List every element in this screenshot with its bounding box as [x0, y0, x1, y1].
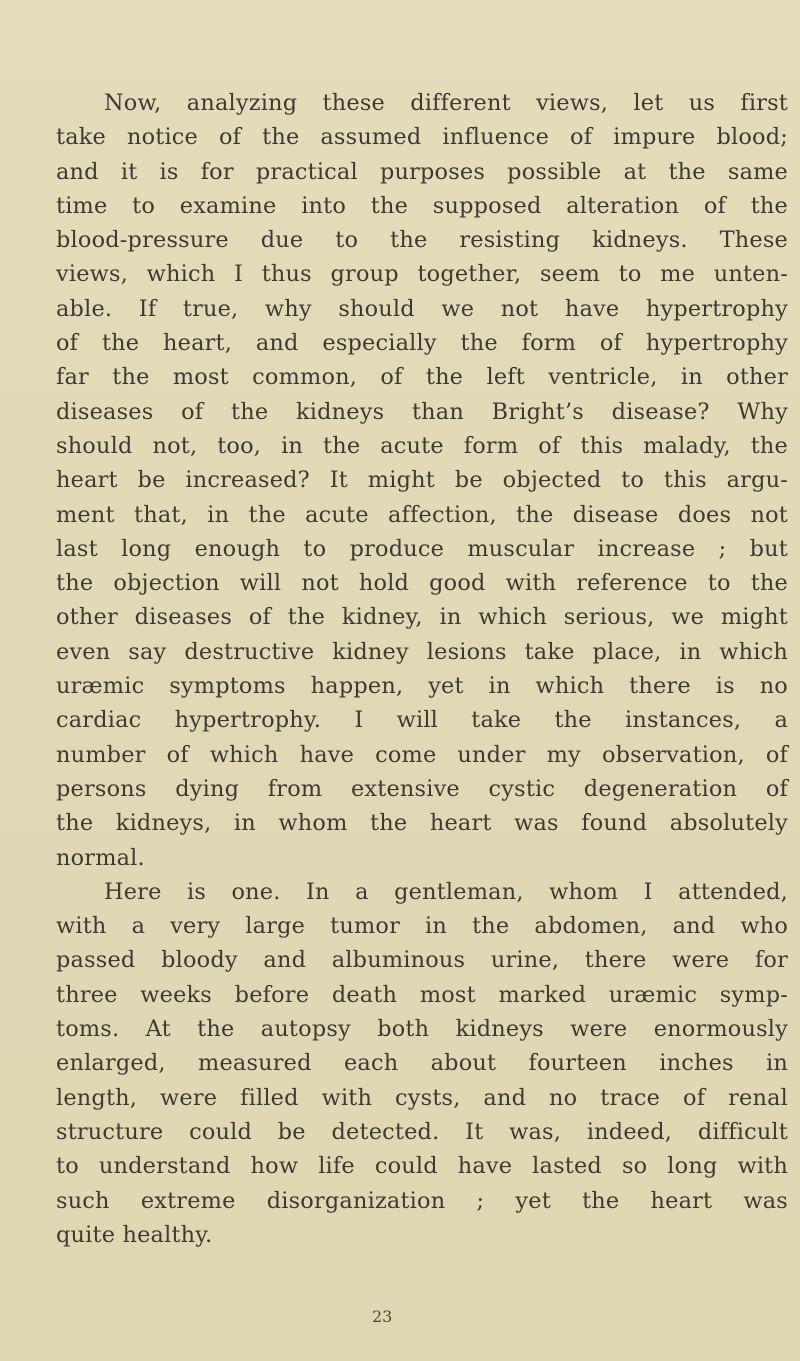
text-line: structure could be detected. It was, indeed, difficult — [56, 1118, 788, 1145]
text-line: cardiac hypertrophy. I will take the instances, a — [56, 707, 788, 734]
text-line: Here is one. In a gentleman, whom I attended, — [104, 878, 788, 905]
text-line: Now, analyzing these different views, let us first — [104, 90, 788, 116]
text-line: time to examine into the supposed alteration of the — [56, 192, 788, 219]
text-line: three weeks before death most marked uræmic symp- — [56, 981, 788, 1008]
text-line: far the most common, of the left ventricle, in other — [56, 364, 788, 391]
text-line: should not, too, in the acute form of this malady, the — [56, 432, 788, 459]
text-line: enlarged, measured each about fourteen inches in — [56, 1050, 788, 1077]
text-line: to understand how life could have lasted so long with — [56, 1153, 788, 1180]
text-line: persons dying from extensive cystic degeneration of — [56, 775, 788, 802]
text-line: blood-pressure due to the resisting kidneys. These — [56, 227, 788, 254]
text-line: ment that, in the acute affection, the disease does not — [56, 501, 788, 528]
text-line: number of which have come under my observation, of — [56, 741, 788, 768]
text-line: heart be increased? It might be objected to this argu- — [56, 467, 788, 494]
text-line: quite healthy. — [56, 1221, 213, 1248]
text-line: take notice of the assumed influence of impure blood; — [56, 124, 788, 151]
text-line: of the heart, and especially the form of hypertrophy — [56, 330, 788, 357]
text-line: length, were filled with cysts, and no trace of renal — [56, 1084, 788, 1111]
text-line: the objection will not hold good with reference to the — [56, 570, 788, 597]
text-line: last long enough to produce muscular increase ; but — [56, 535, 788, 562]
text-line: with a very large tumor in the abdomen, and who — [56, 913, 788, 940]
text-line: the kidneys, in whom the heart was found absolutely — [56, 810, 788, 837]
text-line: passed bloody and albuminous urine, there were for — [56, 947, 788, 974]
text-line: uræmic symptoms happen, yet in which there is no — [56, 673, 788, 700]
body-text — [56, 86, 788, 1252]
text-line: views, which I thus group together, seem to me unten- — [56, 261, 788, 288]
text-line: and it is for practical purposes possible at the same — [56, 158, 788, 185]
text-line: such extreme disorganization ; yet the heart was — [56, 1187, 788, 1214]
text-line: diseases of the kidneys than Bright’s disease? Why — [56, 398, 788, 425]
text-line: even say destructive kidney lesions take place, in which — [56, 638, 788, 665]
page-number: 23 — [372, 1307, 393, 1326]
text-line: normal. — [56, 844, 145, 871]
text-line: other diseases of the kidney, in which serious, we might — [56, 604, 788, 631]
text-line: toms. At the autopsy both kidneys were enormously — [56, 1016, 788, 1043]
text-line: able. If true, why should we not have hypertrophy — [56, 295, 788, 322]
